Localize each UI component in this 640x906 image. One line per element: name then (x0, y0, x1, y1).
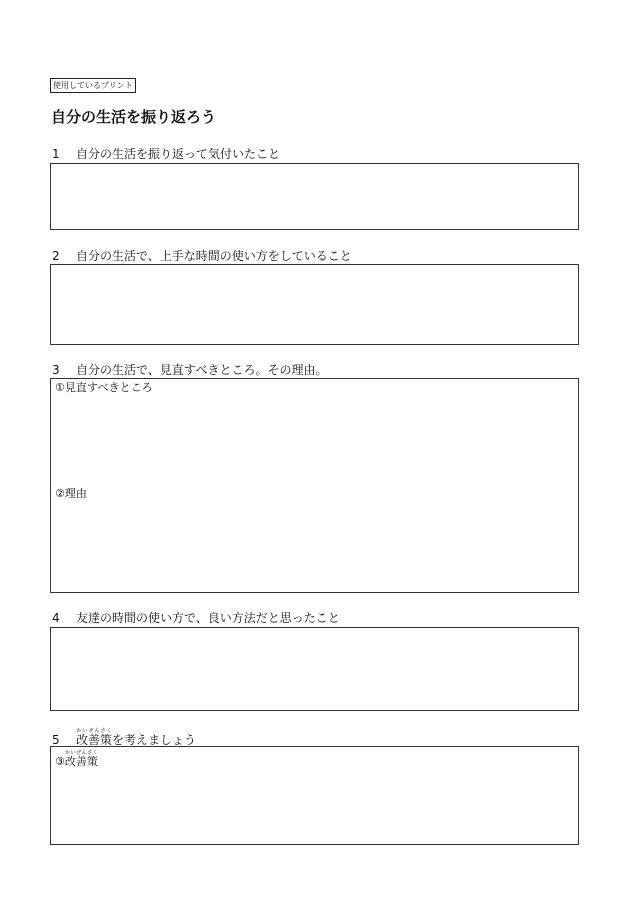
section-1-answer-box[interactable] (50, 163, 579, 230)
section-number: 1 (52, 147, 60, 161)
section-4-heading (52, 611, 340, 626)
ruby-reading: かいぜんさく (76, 728, 113, 734)
section-label-rest: を考えましょう (112, 733, 197, 747)
section-1-heading (52, 147, 280, 162)
ruby-base: 改善策 (64, 755, 98, 768)
worksheet-title: 自分の生活を振り返ろう (51, 108, 217, 126)
section-number: 3 (52, 363, 60, 377)
ruby-improvement (76, 728, 113, 747)
ruby-reading: かいぜんさく (64, 750, 98, 756)
subitem-review-point: ①見直すべきところ (55, 381, 153, 394)
section-label: 友達の時間の使い方で、良い方法だと思ったこと (76, 611, 340, 625)
section-3-heading (52, 363, 328, 378)
section-label: 自分の生活で、見直すべきところ。その理由。 (76, 363, 328, 377)
item-prefix: ③ (55, 755, 65, 768)
subitem-improvement (55, 750, 98, 769)
section-number: 2 (52, 249, 60, 263)
section-label: 自分の生活を振り返って気付いたこと (76, 147, 281, 161)
section-4-answer-box[interactable] (50, 627, 579, 711)
section-number: 5 (52, 733, 60, 747)
ruby-base: 改善策 (76, 733, 113, 747)
section-5-answer-box[interactable] (50, 746, 579, 845)
section-2-heading (52, 249, 352, 264)
section-2-answer-box[interactable] (50, 264, 579, 345)
print-tag: 使用しているプリント (50, 78, 136, 93)
section-label: 自分の生活で、上手な時間の使い方をしていること (76, 249, 352, 263)
section-5-heading (52, 728, 196, 748)
section-number: 4 (52, 611, 60, 625)
subitem-reason: ②理由 (55, 487, 87, 500)
ruby-improvement (64, 750, 98, 768)
section-3-answer-box[interactable] (50, 378, 579, 593)
